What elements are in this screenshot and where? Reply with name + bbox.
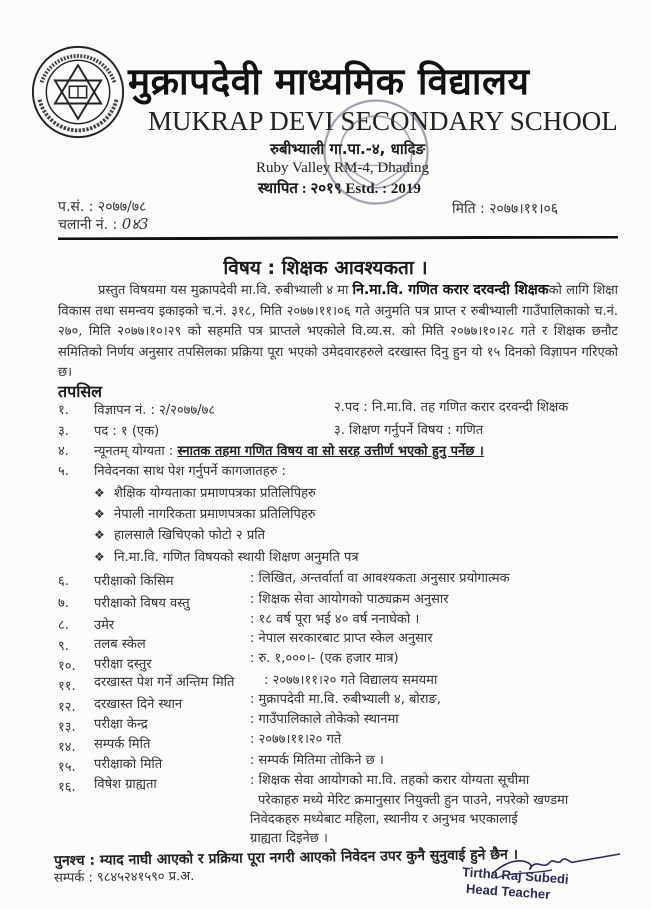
intro-text-1: प्रस्तुत विषयमा यस मुक्रापदेवी मा.वि. रुबीभ्याली ४ मा	[98, 283, 353, 298]
dispatch-number-line	[58, 214, 149, 234]
document-item: ❖ हालसालै खिचिएको फोटो २ प्रति	[94, 528, 265, 543]
bullet-icon: ❖	[94, 486, 105, 500]
qualification-label: न्यूनतम् योग्यता :	[94, 444, 178, 459]
position-detail: २.पद : नि.मा.वि. तह गणित करार दरवन्दी शिक्षक	[334, 400, 569, 415]
bullet-icon: ❖	[94, 550, 105, 564]
documents-heading: निवेदनका साथ पेश गर्नुपर्ने कागजातहरु :	[94, 464, 286, 479]
address-english: Ruby Valley RM-4, Dhading	[256, 160, 430, 176]
item-number: ६.	[58, 574, 69, 589]
detail-value: : गाउँपालिकाले तोकेको स्थानमा	[250, 712, 399, 727]
item-number: १६.	[58, 780, 76, 795]
detail-label: तलब स्केल	[94, 637, 146, 652]
detail-value: : रु. १,०००।- (एक हजार मात्र)	[250, 651, 399, 666]
school-name-nepali: मुक्रापदेवी माध्यमिक विद्यालय	[128, 60, 530, 103]
detail-value: : लिखित, अन्तर्वार्ता वा आवश्यकता अनुसार प्रयोगात्मक	[250, 571, 510, 586]
signatory-title: Head Teacher	[465, 881, 551, 902]
detail-label: दरखास्त पेश गर्ने अन्तिम मिति	[94, 675, 235, 690]
bullet-icon: ❖	[94, 528, 105, 542]
bullet-icon: ❖	[94, 507, 105, 521]
item-number: ९.	[58, 639, 69, 654]
document-item: ❖ नि.मा.वि. गणित विषयको स्थायी शिक्षण अनुमति पत्र	[94, 550, 359, 565]
minimum-qualification	[94, 441, 484, 459]
school-stamp-icon	[320, 96, 432, 208]
detail-value: : शिक्षक सेवा आयोगको पाठ्यक्रम अनुसार	[250, 592, 449, 607]
header-divider	[58, 236, 618, 240]
item-number: १३.	[58, 720, 76, 735]
established-year: स्थापित : २०१९ Estd. : 2019	[258, 181, 421, 197]
preference-continuation: परेकाहरु मध्ये मेरिट क्रमानुसार नियुक्ती हुन पाउने, नपरेको खण्डमा	[258, 793, 569, 808]
letter-date: मिति : २०७७।११।०६	[452, 201, 559, 217]
detail-value: : नेपाल सरकारबाट प्राप्त स्केल अनुसार	[250, 631, 433, 646]
detail-label: उमेर	[94, 618, 115, 633]
advertisement-number: विज्ञापन नं. : २/२०७७/७८	[94, 403, 216, 418]
postscript: पुनश्च : म्याद नाघी आएको र प्रक्रिया पूरा नगरी आएको निवेदन उपर कुनै सुनुवाई हुने छैन ।	[53, 846, 519, 870]
intro-position-bold: नि.मा.वि. गणित करार दरवन्दी शिक्षक	[352, 282, 549, 298]
detail-label: परीक्षाको विषय वस्तु	[94, 596, 190, 611]
dispatch-label: चलानी नं. :	[58, 217, 122, 233]
school-name-english: MUKRAP DEVI SECONDARY SCHOOL	[148, 106, 618, 136]
detail-value: : २०७७।११।२० गते विद्यालय समयमा	[264, 673, 438, 688]
item-number: ४.	[58, 444, 69, 459]
item-number: १.	[58, 403, 69, 418]
item-number: १४.	[58, 740, 76, 755]
item-number: ३.	[58, 424, 69, 439]
detail-label: परीक्षाको किसिम	[94, 574, 174, 589]
detail-label: सम्पर्क मिति	[94, 737, 151, 752]
detail-value: : १८ वर्ष पूरा भई ४० वर्ष ननाघेको ।	[250, 612, 420, 627]
detail-label: विषेश ग्राह्यता	[94, 777, 157, 792]
subject-heading: विषय : शिक्षक आवश्यकता ।	[223, 257, 428, 279]
dispatch-number: 0४3	[121, 215, 149, 233]
item-number: ११.	[58, 679, 76, 694]
school-emblem-icon	[30, 44, 126, 140]
item-number: ७.	[58, 596, 69, 611]
preference-continuation: ग्राह्यता दिइनेछ ।	[250, 831, 328, 846]
detail-label: परीक्षा दस्तुर	[94, 657, 152, 672]
teaching-subject: ३. शिक्षण गर्नुपर्ने विषय : गणित	[334, 423, 484, 438]
details-heading: तपसिल	[58, 382, 103, 401]
detail-value: : मुक्रापदेवी मा.वि. रुबीभ्याली ४, बोराङ,	[250, 692, 441, 707]
detail-value: : शिक्षक सेवा आयोगको मा.वि. तहको करार योग्यता सूचीमा	[250, 773, 530, 788]
detail-value: : सम्पर्क मितिमा तोकिने छ ।	[250, 753, 384, 768]
item-number: १२.	[58, 700, 76, 715]
item-number: १०.	[58, 659, 76, 674]
fiscal-year: प.सं. : २०७७/७८	[58, 199, 147, 215]
signature-block	[462, 850, 622, 910]
detail-label: परीक्षाको मिति	[94, 757, 163, 772]
vacancy-count: पद : १ (एक)	[94, 424, 160, 439]
item-number: ५.	[58, 464, 69, 479]
item-number: १५.	[58, 760, 76, 775]
item-number: ८.	[58, 618, 69, 633]
address-nepali: रुबीभ्याली गा.पा.-४, धादिङ	[270, 140, 426, 158]
signatory-name: Tirtha Raj Subedi	[461, 864, 570, 887]
detail-value: : २०७७।११।२० गते	[250, 732, 342, 747]
intro-text-2: को लागि शिक्षा विकास तथा समन्वय इकाइको च.नं. ३१८, मिति २०७७।११।०६ गते अनुमति पत्र प्राप्त र रुबीभ्याली गाउँपालिकाको च.नं. २७०, मिति २०७७।१०।२९ को सहमति पत्र प्राप्तले भएकोले वि.व्य.स. को मिति २०७७।१०।२८ गते र शिक्षक छनौट समितिको निर्णय अनुसार तपसिलका प्रक्रिया पूरा भएको उमेदवारहरुले दरखास्त दिनु हुन यो १५ दिनको विज्ञापन गरिएको छ।	[58, 283, 618, 380]
document-item: ❖ शैक्षिक योग्यताका प्रमाणपत्रका प्रतिलिपिहरु	[94, 486, 316, 501]
detail-label: परीक्षा केन्द्र	[94, 717, 148, 732]
preference-continuation: निवेदकहरु मध्येबाट महिला, स्थानीय र अनुभव भएकालाई	[250, 812, 518, 827]
qualification-value: स्नातक तहमा गणित विषय वा सो सरह उत्तीर्ण भएको हुनु पर्नेछ ।	[177, 444, 484, 459]
intro-paragraph	[58, 280, 618, 384]
document-item: ❖ नेपाली नागरिकता प्रमाणपत्रका प्रतिलिपिहरु	[94, 507, 316, 522]
detail-label: दरखास्त दिने स्थान	[94, 697, 183, 712]
contact-number: सम्पर्क : ९८४५२४१५९० प्र.अ.	[53, 869, 195, 886]
